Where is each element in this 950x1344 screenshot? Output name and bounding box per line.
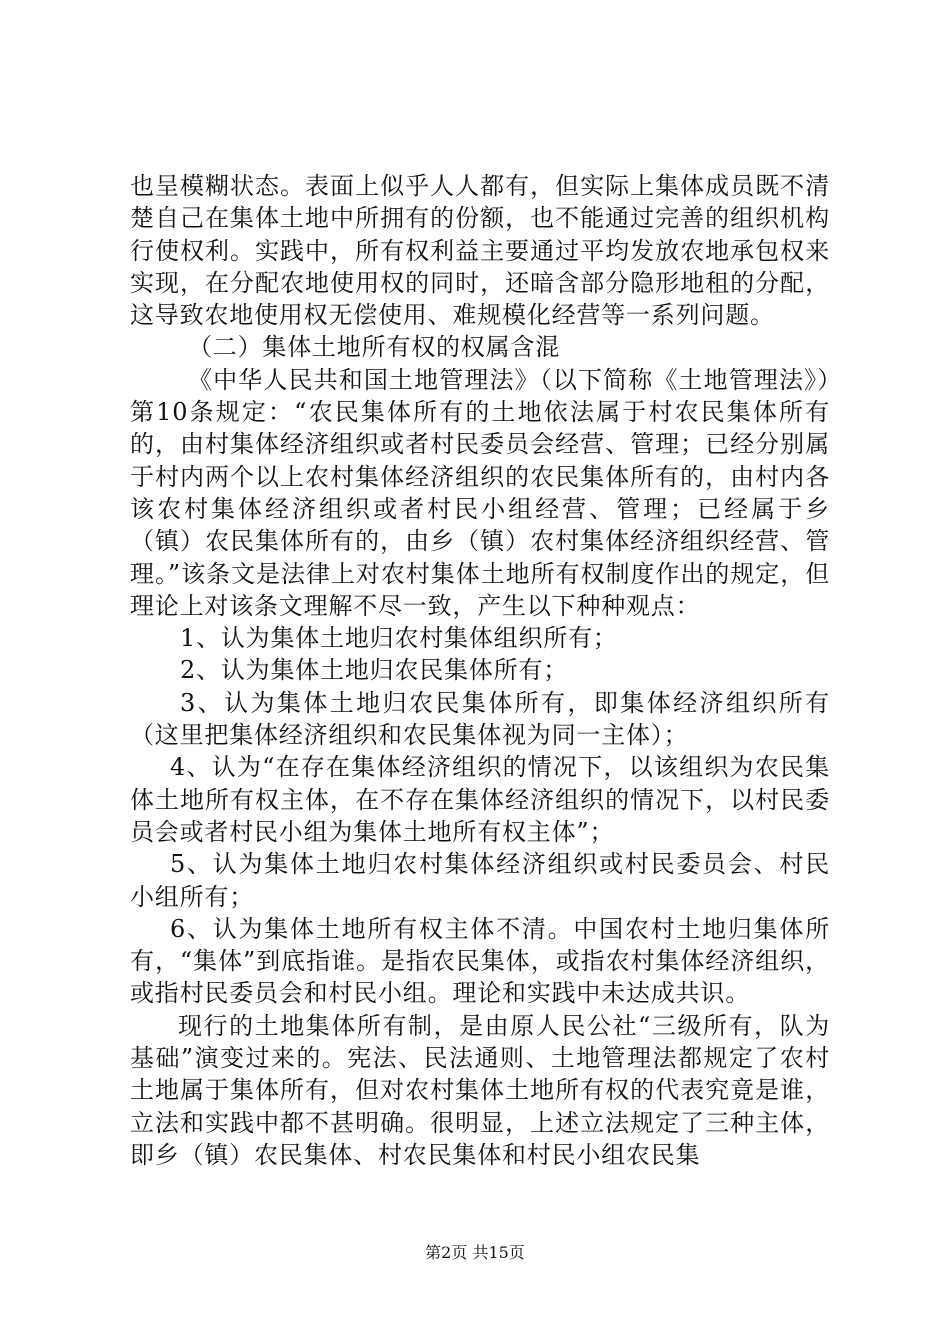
list-item-1: 1、认为集体土地归农村集体组织所有； bbox=[180, 624, 618, 653]
list-item-4: 4、认为“在存在集体经济组织的情况下，以该组织为农民集体土地所有权主体，在不存在集体经济组织的情况下，以村民委员会或者村民小组为集体土地所有权主体”； bbox=[130, 753, 830, 846]
paragraph-continuation: 也呈模糊状态。表面上似乎人人都有，但实际上集体成员既不清楚自己在集体土地中所拥有的份额，也不能通过完善的组织机构行使权利。实践中，所有权利益主要通过平均发放农地承包权来实现，在分配农地使用权的同时，还暗含部分隐形地租的分配，这导致农地使用权无偿使用、难规模化经营等一系列问题。 bbox=[130, 172, 830, 330]
page-number-footer: 第2页 共15页 bbox=[425, 1243, 525, 1262]
section-heading: （二）集体土地所有权的权属含混 bbox=[188, 333, 560, 362]
list-item-3: 3、认为集体土地归农民集体所有，即集体经济组织所有（这里把集体经济组织和农民集体视为同一主体）； bbox=[130, 688, 830, 750]
paragraph-law-quote: 《中华人民共和国土地管理法》（以下简称《土地管理法》）第10条规定：“农民集体所有的土地依法属于村农民集体所有的，由村集体经济组织或者村民委员会经营、管理；已经分别属于村内两个以上农村集体经济组织的农民集体所有的，由村内各该农村集体经济组织或者村民小组经营、管理；已经属于乡（镇）农民集体所有的，由乡（镇）农村集体经济组织经营、管理。”该条文是法律上对农村集体土地所有权制度作出的规定，但理论上对该条文理解不尽一致，产生以下种种观点： bbox=[130, 365, 830, 620]
list-item-6: 6、认为集体土地所有权主体不清。中国农村土地归集体所有，“集体”到底指谁。是指农民集体，或指农村集体经济组织，或指村民委员会和村民小组。理论和实践中未达成共识。 bbox=[130, 914, 830, 1008]
paragraph-current-system: 现行的土地集体所有制，是由原人民公社“三级所有，队为基础”演变过来的。宪法、民法通则、土地管理法都规定了农村土地属于集体所有，但对农村集体土地所有权的代表究竟是谁，立法和实践中都不甚明确。很明显，上述立法规定了三种主体，即乡（镇）农民集体、村农民集体和村民小组农民集 bbox=[130, 1011, 830, 1169]
list-item-2: 2、认为集体土地归农民集体所有； bbox=[180, 656, 569, 685]
list-item-5: 5、认为集体土地归农村集体经济组织或村民委员会、村民小组所有； bbox=[130, 850, 830, 911]
document-body bbox=[130, 170, 830, 1171]
